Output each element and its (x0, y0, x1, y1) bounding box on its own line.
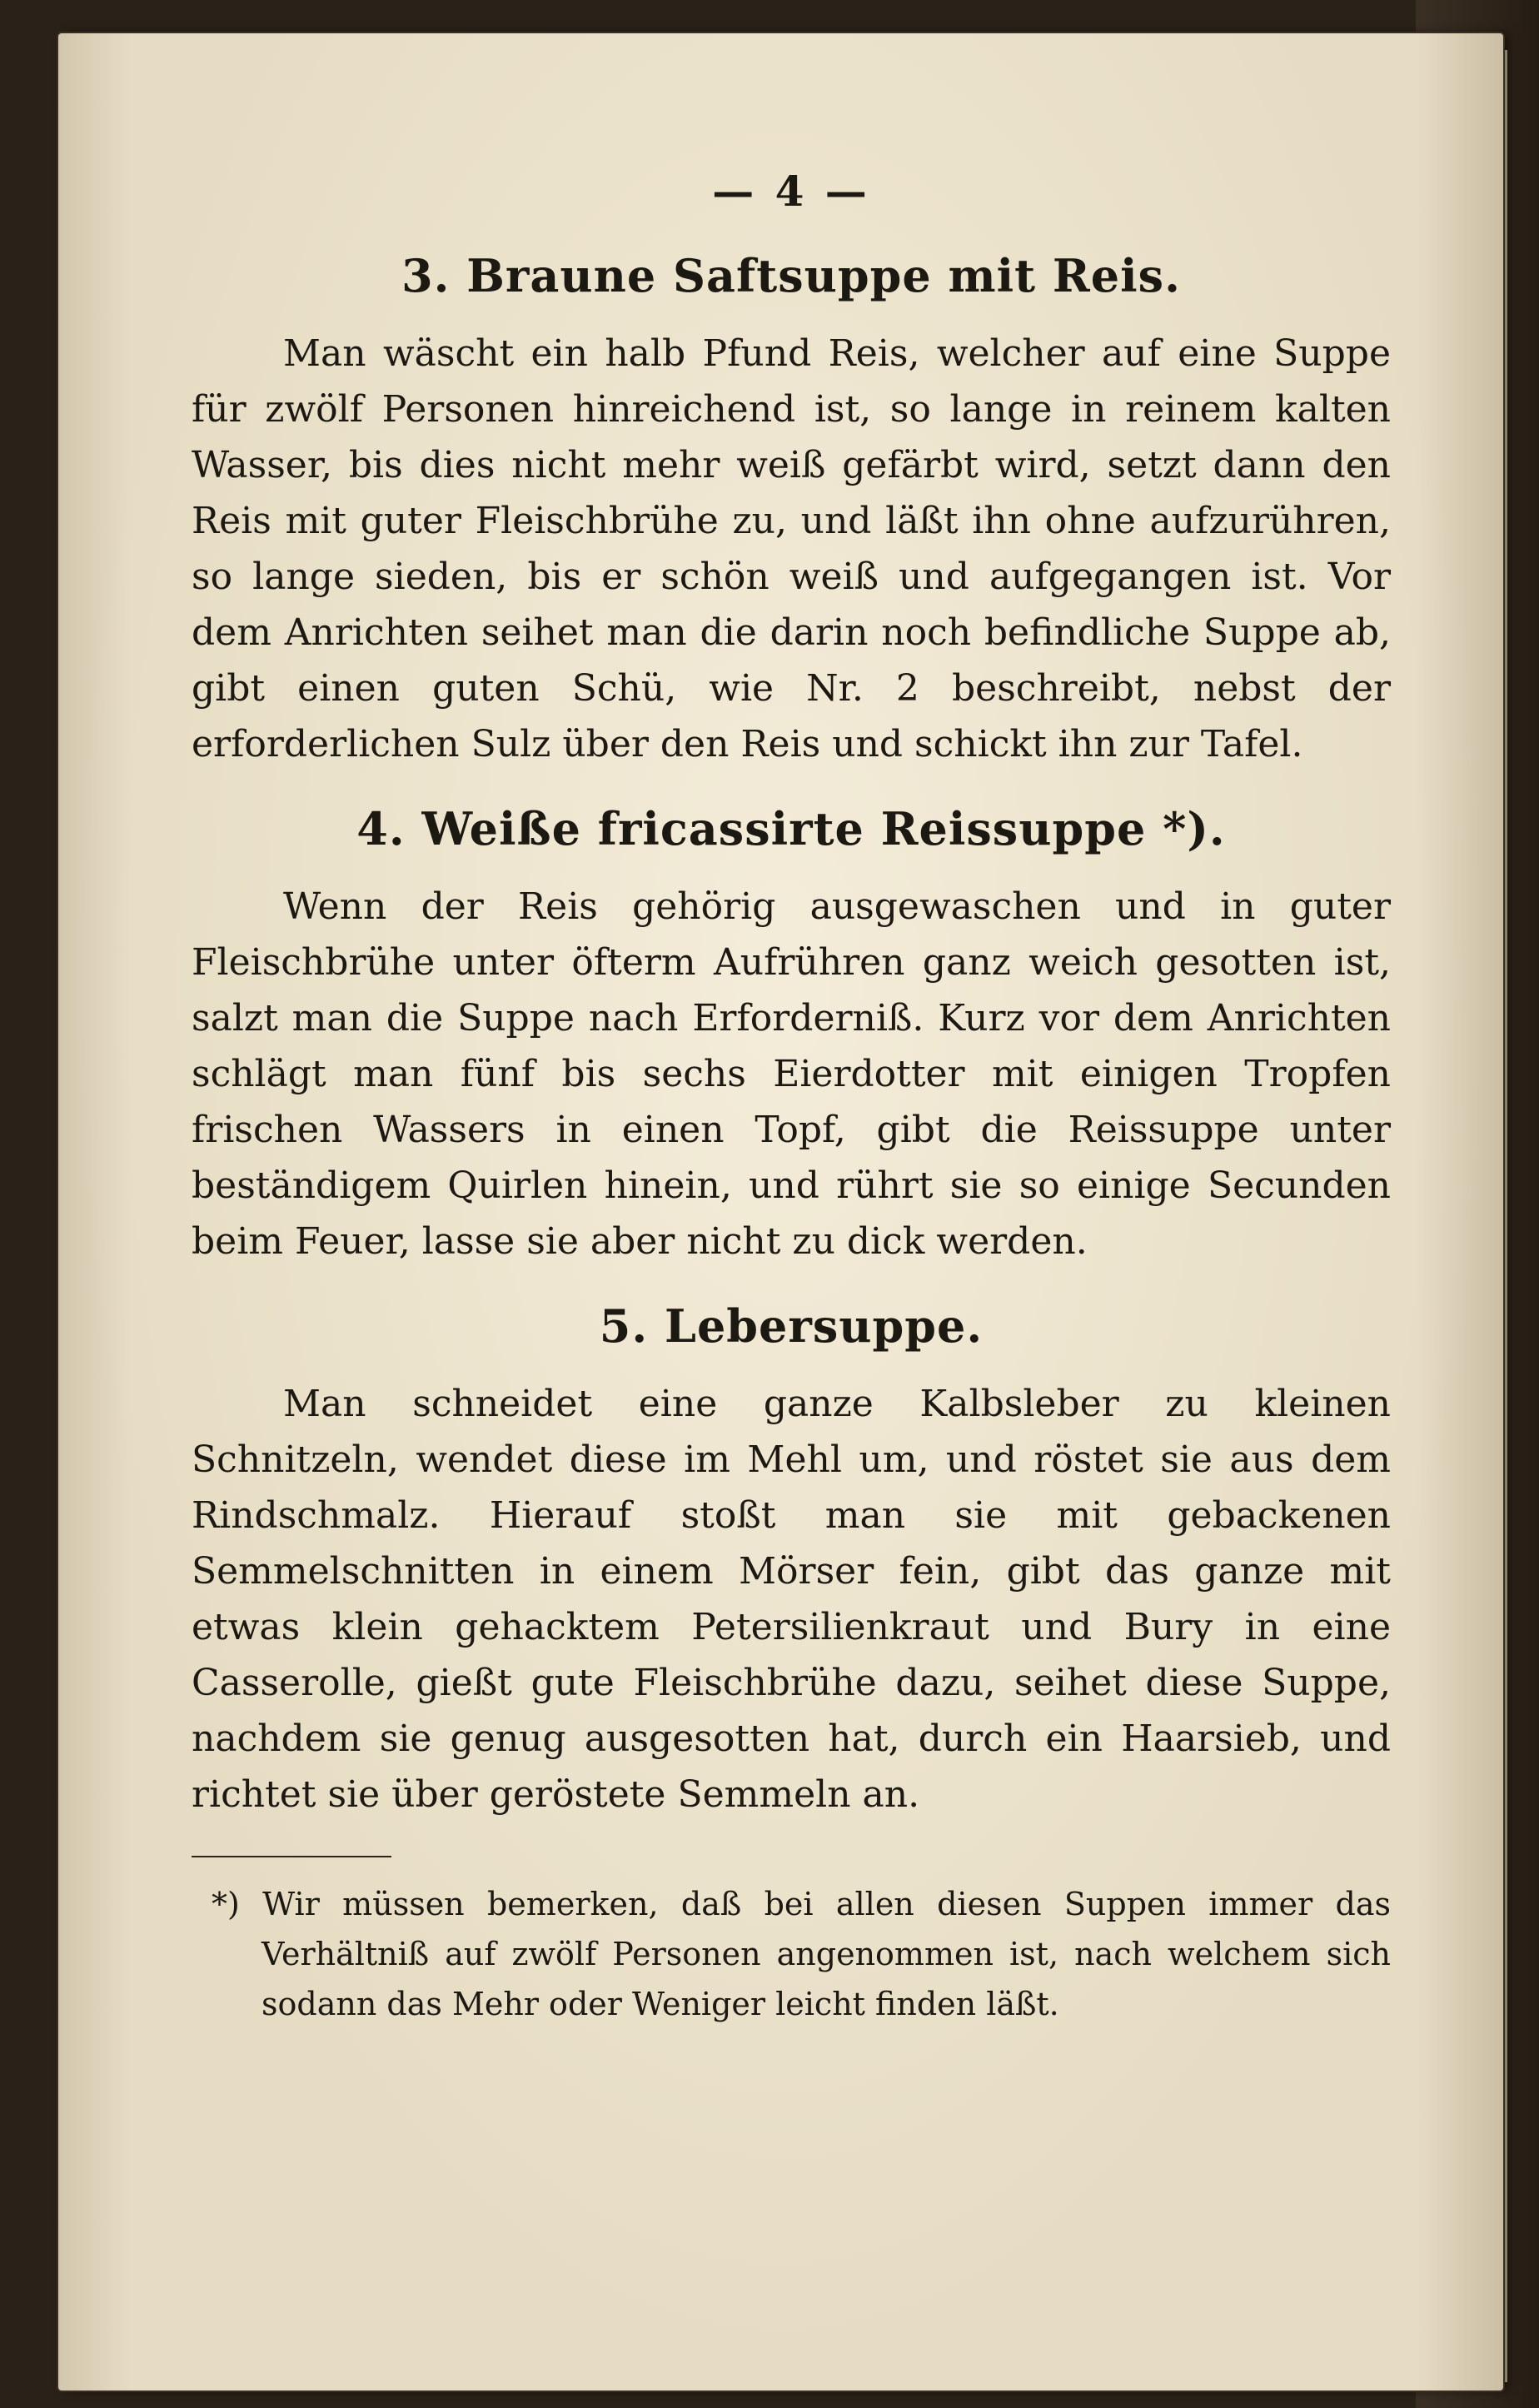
footnote: *) Wir müssen bemerken, daß bei allen diesen Suppen immer das Verhältniß auf zwölf Personen angenommen ist, nach welchem sich sodann das Mehr oder Weniger leicht finden läßt. (212, 1886, 1391, 2022)
recipe-section (192, 1299, 1391, 1822)
recipe-heading: 3. Braune Saftsuppe mit Reis. (401, 249, 1181, 302)
recipe-heading: 4. Weiße fricassirte Reissuppe *). (356, 802, 1226, 855)
footnote-divider (192, 1856, 391, 1857)
recipe-text: Man schneidet eine ganze Kalbsleber zu kleinen Schnitzeln, wendet diese im Mehl um, und röstet sie aus dem Rindschmalz. Hierauf stoßt man sie mit gebackenen Semmelschnitten in einem Mörser fein, gibt das ganze mit etwas klein gehacktem Petersilienkraut und Bury in eine Casserolle, gießt gute Fleischbrühe dazu, seihet diese Suppe, nachdem sie genug ausgesotten hat, durch ein Haarsieb, und richtet sie über geröstete Semmeln an. (192, 1383, 1391, 1816)
recipe-section (192, 249, 1391, 772)
recipe-text: Man wäscht ein halb Pfund Reis, welcher auf eine Suppe für zwölf Personen hinreichend ist, so lange in reinem kalten Wasser, bis dies nicht mehr weiß gefärbt wird, setzt dann den Reis mit guter Fleischbrühe zu, und läßt ihn ohne aufzurühren, so lange sieden, bis er schön weiß und aufgegangen ist. Vor dem Anrichten seihet man die darin noch befindliche Suppe ab, gibt einen guten Schü, wie Nr. 2 beschreibt, nebst der erforderlichen Sulz über den Reis und schickt ihn zur Tafel. (192, 332, 1391, 765)
recipe-text: Wenn der Reis gehörig ausgewaschen und in guter Fleischbrühe unter öfterm Aufrühren ganz weich gesotten ist, salzt man die Suppe nach Erforderniß. Kurz vor dem Anrichten schlägt man fünf bis sechs Eierdotter mit einigen Tropfen frischen Wassers in einen Topf, gibt die Reissuppe unter beständigem Quirlen hinein, und rührt sie so einige Secunden beim Feuer, lasse sie aber nicht zu dick werden. (192, 885, 1391, 1263)
recipe-section (192, 802, 1391, 1269)
page-content (192, 167, 1391, 2029)
page-number: — 4 — (712, 167, 870, 216)
recipe-heading: 5. Lebersuppe. (599, 1299, 984, 1353)
